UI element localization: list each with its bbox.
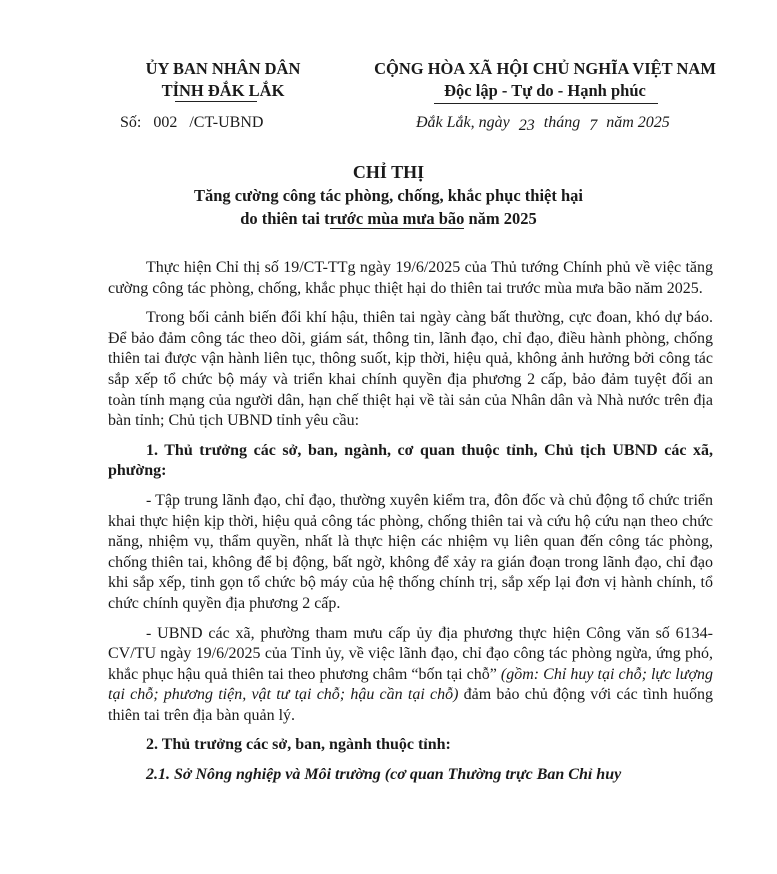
title-underline [330,228,464,229]
section-heading-1: 1. Thủ trưởng các sở, ban, ngành, cơ quan thuộc tỉnh, Chủ tịch UBND các xã, phường: [108,441,713,480]
nation-motto: Độc lập - Tự do - Hạnh phúc [444,81,646,100]
place-and-date [416,114,670,132]
doc-number-value: 002 [153,114,178,131]
agency-underline [175,101,257,102]
date-year: năm 2025 [606,114,670,131]
subject-line2: do thiên tai trước mùa mưa bão năm 2025 [240,209,537,228]
paragraph-4-end: đảm bảo chủ động với các tình huống thiên tai trên địa bàn quản lý. [108,686,714,724]
subsection-heading-2-1: 2.1. Sở Nông nghiệp và Môi trường (cơ quan Thường trực Ban Chỉ huy [146,766,622,784]
date-day: 23 [518,117,535,134]
issuing-agency [128,58,318,102]
nation-name: CỘNG HÒA XÃ HỘI CHỦ NGHĨA VIỆT NAM [374,59,716,78]
paragraph-4-start: - UBND các xã, phường tham mưu cấp ủy địa phương thực hiện Công văn số 6134-CV/TU ngày 19/6/2025 của Tỉnh ủy, về việc lãnh đạo, chỉ đạo công tác phòng ngừa, ứng phó, khắc phục hậu quả thiên tai theo phương châm “bốn tại chỗ” [108,624,713,683]
paragraph-2: Trong bối cảnh biến đổi khí hậu, thiên tai ngày càng bất thường, cực đoan, khó dự báo. Để bảo đảm công tác theo dõi, giám sát, thông tin, lãnh đạo, chỉ đạo, điều hành phòng, chống thiên tai được vận hành liên tục, thông suốt, kịp thời, hiệu quả, không ảnh hưởng bởi công tác sắp xếp tổ chức bộ máy và triển khai chính quyền địa phương 2 cấp, bảo đảm tuyệt đối an toàn tính mạng của người dân, hạn chế thiệt hại về tài sản của Nhân dân và Nhà nước trên địa bàn tỉnh; Chủ tịch UBND tỉnh yêu cầu: [108,309,713,430]
motto-underline [434,103,658,104]
title-block [0,160,777,230]
date-prefix: Đắk Lắk, ngày [416,114,510,131]
paragraph-4-italic: (gồm: Chỉ huy tại chỗ; lực lượng tại chỗ; phương tiện, vật tư tại chỗ; hậu cần tại chỗ) [108,665,714,704]
date-month-label: tháng [543,114,581,131]
section-heading-2: 2. Thủ trưởng các sở, ban, ngành thuộc tỉnh: [146,736,451,754]
document-number [120,114,263,132]
date-month: 7 [589,117,598,134]
doc-number-suffix: /CT-UBND [189,114,264,131]
paragraph-3: - Tập trung lãnh đạo, chỉ đạo, thường xuyên kiểm tra, đôn đốc và chủ động tổ chức triển khai thực hiện kịp thời, hiệu quả công tác phòng, chống thiên tai và cứu hộ cứu nạn theo chức năng, nhiệm vụ, thẩm quyền, nhất là thực hiện các nhiệm vụ liên quan đến công tác phòng, chống thiên tai, không để bị động, bất ngờ, không để xảy ra gián đoạn trong lãnh đạo, chỉ đạo khi sắp xếp, tinh gọn tổ chức bộ máy của hệ thống chính trị, sắp xếp lại đơn vị hành chính, tổ chức chính quyền địa phương 2 cấp. [108,491,713,612]
subject-line1: Tăng cường công tác phòng, chống, khắc phục thiệt hại [194,186,583,205]
agency-name-line1: ỦY BAN NHÂN DÂN [145,59,301,78]
paragraph-1: Thực hiện Chỉ thị số 19/CT-TTg ngày 19/6/2025 của Thủ tướng Chính phủ về việc tăng cường công tác phòng, chống, khắc phục thiệt hại do thiên tai trước mùa mưa bão năm 2025. [108,259,713,297]
national-motto [360,58,730,102]
agency-name-line2: TỈNH ĐẮK LẮK [161,81,285,100]
document-body [108,258,713,786]
doc-number-prefix: Số: [120,114,142,131]
document-type: CHỈ THỊ [352,162,425,182]
paragraph-4 [108,624,713,727]
